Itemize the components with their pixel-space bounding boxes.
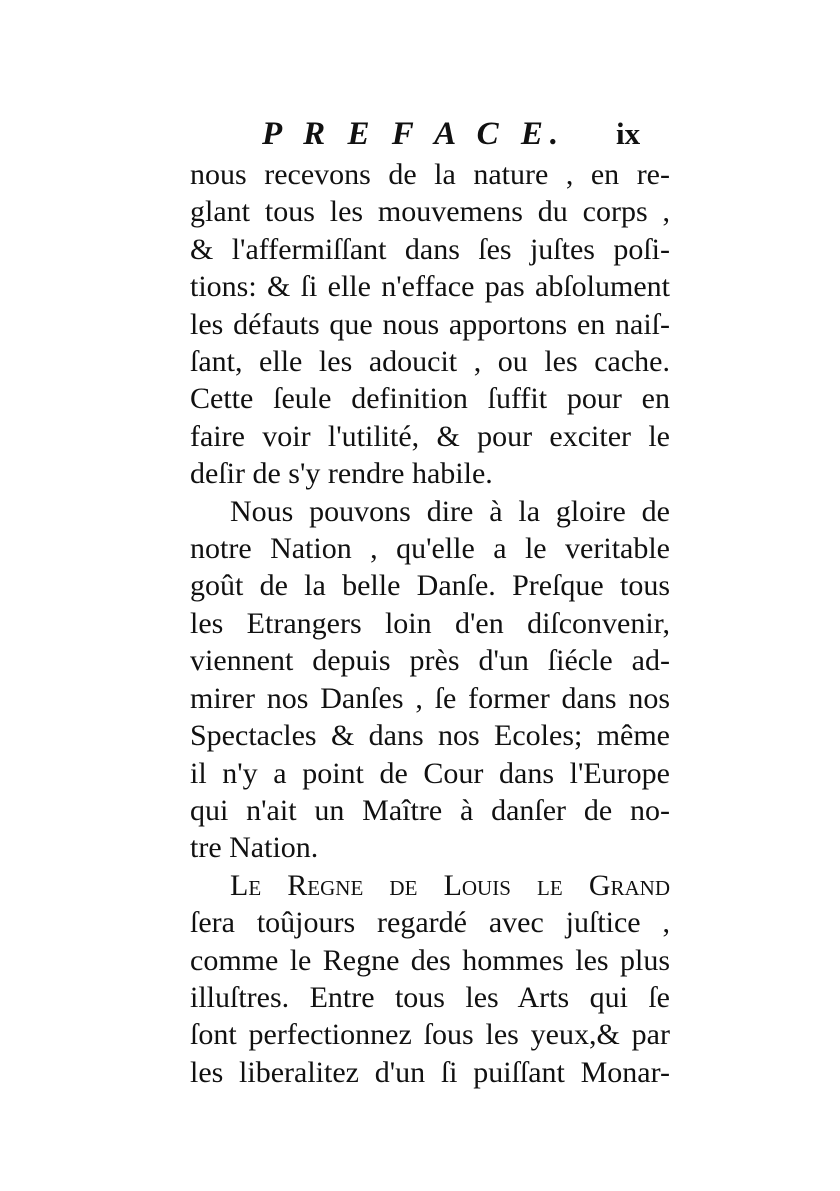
text-line: ſera toûjours regardé avec juſtice , <box>190 906 670 940</box>
text-line: goût de la belle Danſe. Preſque tous <box>190 569 670 603</box>
running-title: P R E F A C E. <box>262 116 566 152</box>
text-line: Spectacles & dans nos Ecoles; même <box>190 719 670 753</box>
text-line: Le Regne de Louis le Grand <box>230 868 670 902</box>
text-line: les liberalitez d'un ſi puiſſant Monar- <box>190 1055 670 1089</box>
text-line: les défauts que nous apportons en naiſ- <box>190 307 670 341</box>
text-line: glant tous les mouvemens du corps , <box>190 195 670 229</box>
text-line: Nous pouvons dire à la gloire de <box>230 494 670 528</box>
text-line: deſir de s'y rendre habile. <box>190 457 493 491</box>
text-line: qui n'ait un Maître à danſer de no- <box>190 793 670 827</box>
text-line: tions: & ſi elle n'efface pas abſolument <box>190 270 670 304</box>
text-line: illuſtres. Entre tous les Arts qui ſe <box>190 980 670 1014</box>
text-line: il n'y a point de Cour dans l'Europe <box>190 756 670 790</box>
body-text <box>190 156 670 1091</box>
text-line: tre Nation. <box>190 831 319 865</box>
text-line: nous recevons de la nature , en re- <box>190 158 670 191</box>
running-head <box>0 112 840 156</box>
text-line: comme le Regne des hommes les plus <box>190 943 670 977</box>
text-line: notre Nation , qu'elle a le veritable <box>190 532 670 566</box>
text-line: les Etrangers loin d'en diſconvenir, <box>190 606 670 640</box>
text-line: faire voir l'utilité, & pour exciter le <box>190 419 670 453</box>
text-line: & l'affermiſſant dans ſes juſtes poſi- <box>190 232 670 266</box>
text-line: viennent depuis près d'un ſiécle ad- <box>190 644 670 678</box>
text-line: Cette ſeule definition ſuffit pour en <box>190 382 670 416</box>
text-line: ſant, elle les adoucit , ou les cache. <box>190 345 670 379</box>
text-line: ſont perfectionnez ſous les yeux,& par <box>190 1018 670 1052</box>
page-number: ix <box>616 116 641 151</box>
text-line: mirer nos Danſes , ſe former dans nos <box>190 681 670 715</box>
